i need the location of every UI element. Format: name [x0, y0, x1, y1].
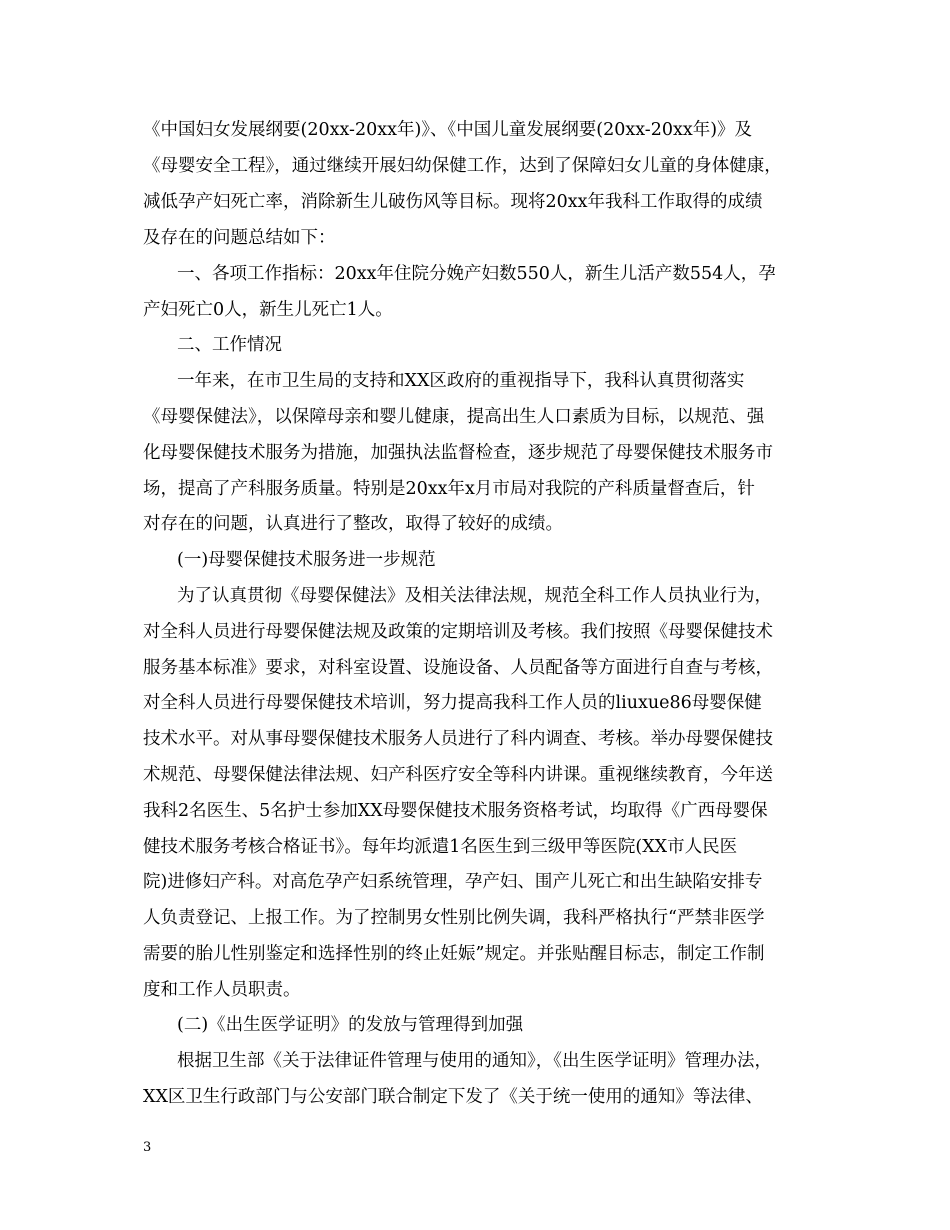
text-line: 一年来，在市卫生局的支持和XX区政府的重视指导下，我科认真贯彻落实 [177, 371, 745, 391]
text-line: 一、各项工作指标：20xx年住院分娩产妇数550人，新生儿活产数554人，孕 [177, 264, 776, 284]
text-line: 根据卫生部《关于法律证件管理与使用的通知》，《出生医学证明》管理办法， [177, 1051, 772, 1071]
text-line: 场，提高了产科服务质量。特别是20xx年x月市局对我院的产科质量督查后，针 [143, 479, 755, 499]
text-line: 我科2名医生、5名护士参加XX母婴保健技术服务资格考试，均取得《广西母婴保 [143, 801, 768, 821]
text-line: 产妇死亡0人，新生儿死亡1人。 [143, 300, 393, 320]
text-line: 对全科人员进行母婴保健技术培训，努力提高我科工作人员的liuxue86母婴保健 [143, 693, 762, 713]
text-line: XX区卫生行政部门与公安部门联合制定下发了《关于统一使用的通知》等法律、 [143, 1087, 763, 1107]
text-line: 《中国妇女发展纲要(20xx-20xx年)》、《中国儿童发展纲要(20xx-20xx年)》及 [143, 120, 753, 140]
text-line: 技术水平。对从事母婴保健技术服务人员进行了科内调查、考核。举办母婴保健技 [143, 729, 773, 749]
text-line: 院)进修妇产科。对高危孕产妇系统管理，孕产妇、围产儿死亡和出生缺陷安排专 [143, 872, 763, 892]
text-line: 对全科人员进行母婴保健法规及政策的定期培训及考核。我们按照《母婴保健技术 [143, 622, 773, 642]
subsection-heading: (二)《出生医学证明》的发放与管理得到加强 [177, 1015, 524, 1035]
page-number: 3 [143, 1140, 152, 1155]
text-line: 《母婴保健法》，以保障母亲和婴儿健康，提高出生人口素质为目标，以规范、强 [143, 407, 765, 427]
section-heading: 二、工作情况 [177, 335, 282, 355]
text-line: 健技术服务考核合格证书》。每年均派遣1名医生到三级甲等医院(XX市人民医 [143, 837, 738, 857]
subsection-heading: (一)母婴保健技术服务进一步规范 [177, 550, 436, 570]
text-line: 人负责登记、上报工作。为了控制男女性别比例失调，我科严格执行“严禁非医学 [143, 908, 765, 928]
text-line: 术规范、母婴保健法律法规、妇产科医疗安全等科内讲课。重视继续教育，今年送 [143, 765, 773, 785]
text-line: 需要的胎儿性别鉴定和选择性别的终止妊娠”规定。并张贴醒目标志，制定工作制 [143, 944, 765, 964]
text-line: 对存在的问题，认真进行了整改，取得了较好的成绩。 [143, 514, 563, 534]
text-line: 《母婴安全工程》，通过继续开展妇幼保健工作，达到了保障妇女儿童的身体健康， [143, 156, 782, 176]
text-line: 服务基本标准》要求，对科室设置、设施设备、人员配备等方面进行自查与考核， [143, 658, 773, 678]
text-line: 减低孕产妇死亡率，消除新生儿破伤风等目标。现将20xx年我科工作取得的成绩 [143, 192, 763, 212]
text-line: 化母婴保健技术服务为措施，加强执法监督检查，逐步规范了母婴保健技术服务市 [143, 443, 773, 463]
text-line: 及存在的问题总结如下： [143, 228, 336, 248]
text-line: 为了认真贯彻《母婴保健法》及相关法律法规，规范全科工作人员执业行为， [177, 586, 772, 606]
text-line: 度和工作人员职责。 [143, 980, 301, 1000]
